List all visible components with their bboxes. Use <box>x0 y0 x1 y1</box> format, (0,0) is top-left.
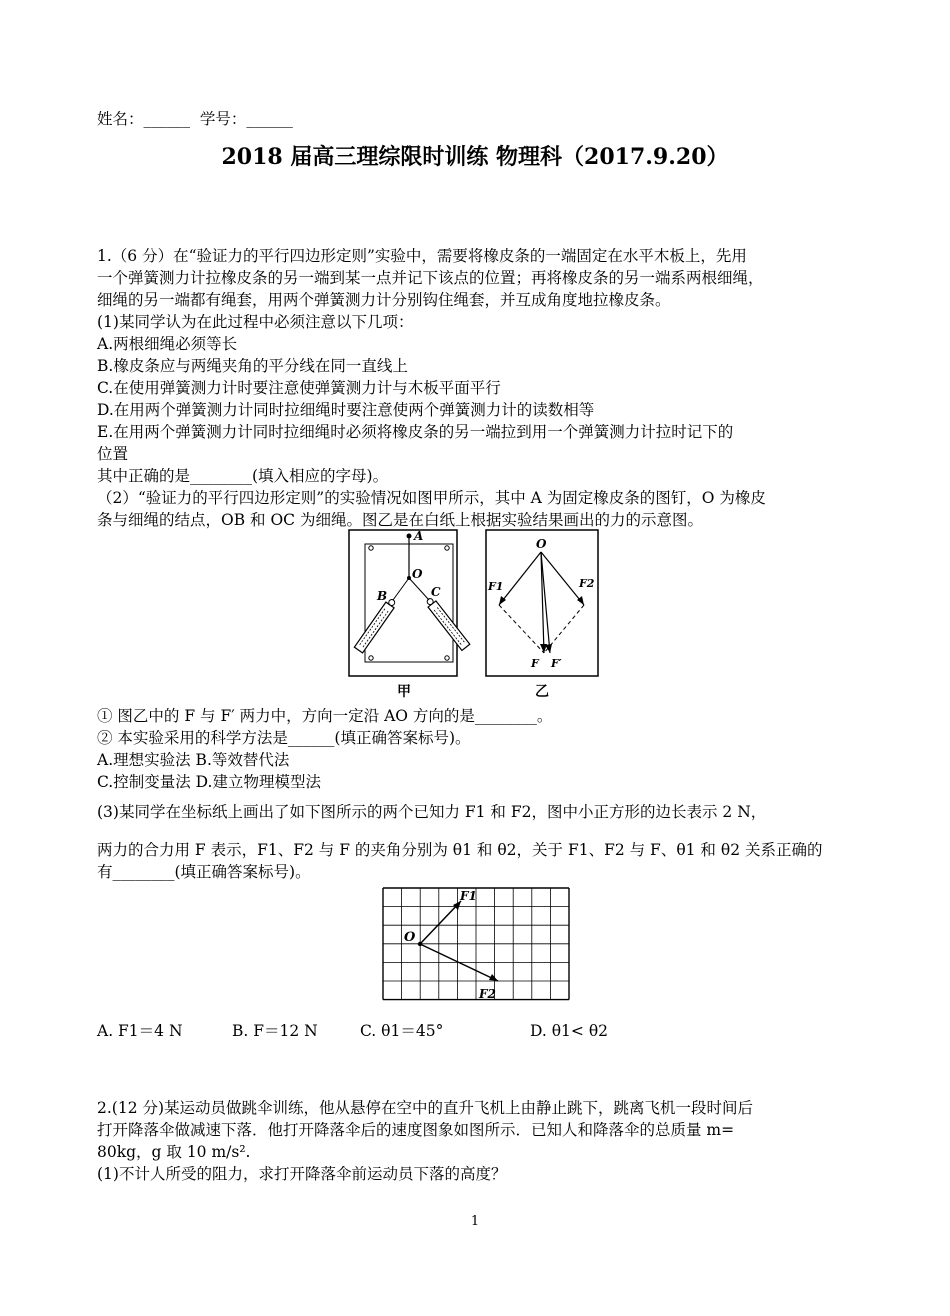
name-blank[interactable]: ______ <box>143 110 191 128</box>
pin-icon <box>369 546 373 550</box>
pin-icon <box>445 546 449 550</box>
force-diagram <box>499 552 584 653</box>
pin-icon <box>369 656 373 660</box>
dashed-side-1 <box>499 605 544 653</box>
label-o-yi: O <box>536 537 547 551</box>
id-blank[interactable]: ______ <box>246 110 293 128</box>
q2-line-4: (1)不计人所受的阻力，求打开降落伞前运动员下落的高度？ <box>97 1165 507 1183</box>
q1-part2-options-ab: A.理想实验法 B.等效替代法 <box>97 751 290 769</box>
figure-jia-yi <box>345 528 605 703</box>
label-f2: F2 <box>579 577 595 590</box>
q1-option-a: A.两根细绳必须等长 <box>97 335 238 353</box>
label-a: A <box>414 529 424 543</box>
grid-label-f2: F2 <box>479 987 496 1001</box>
q1-option-b: B.橡皮条应与两绳夹角的平分线在同一直线上 <box>97 357 408 375</box>
knot-o <box>407 576 411 580</box>
caption-yi: 乙 <box>535 684 549 700</box>
force-grid-figure <box>375 884 580 1006</box>
q1-answer-line: 其中正确的是________(填入相应的字母)。 <box>97 467 389 485</box>
page-number: 1 <box>470 1214 480 1229</box>
q1-part2-question-2: ② 本实验采用的科学方法是______(填正确答案标号)。 <box>97 729 471 747</box>
q1-line-1: 1.（6 分）在“验证力的平行四边形定则”实验中，需要将橡皮条的一端固定在水平木板上，先用 <box>97 247 747 265</box>
grid-label-f1: F1 <box>460 889 477 903</box>
label-c: C <box>431 585 441 599</box>
pin-icon <box>445 656 449 660</box>
q1-option-c: C.在使用弹簧测力计时要注意使弹簧测力计与木板平面平行 <box>97 379 501 397</box>
q1-part2-options-cd: C.控制变量法 D.建立物理模型法 <box>97 773 321 791</box>
string-ob <box>393 578 409 600</box>
label-f-prime: F′ <box>551 657 562 670</box>
q1-part1-intro: (1)某同学认为在此过程中必须注意以下几项： <box>97 313 414 331</box>
spring-scale-left <box>354 597 397 653</box>
q1-option-d: D.在用两个弹簧测力计同时拉细绳时要注意使两个弹簧测力计的读数相等 <box>97 401 595 419</box>
q2-line-2: 打开降落伞做减速下落．他打开降落伞后的速度图象如图所示．已知人和降落伞的总质量 m= <box>97 1121 735 1139</box>
label-b: B <box>377 589 388 603</box>
q1-option-e-2: 位置 <box>97 445 129 463</box>
page-title: 2018 届高三理综限时训练 物理科（2017.9.20） <box>221 144 729 170</box>
label-f1: F1 <box>488 580 504 593</box>
q1-part3-line-1: (3)某同学在坐标纸上画出了如下图所示的两个已知力 F1 和 F2，图中小正方形的边长表示 2 N， <box>97 803 767 821</box>
q1-part2-question-1: ① 图乙中的 F 与 F′ 两力中，方向一定沿 AO 方向的是________。 <box>97 707 553 725</box>
q1-line-2: 一个弹簧测力计拉橡皮条的另一端到某一点并记下该点的位置；再将橡皮条的另一端系两根细绳， <box>97 269 764 287</box>
grid-label-o: O <box>404 930 416 945</box>
q2-line-3: 80kg，g 取 10 m/s². <box>97 1143 251 1161</box>
arrowhead-f-prime <box>545 644 552 653</box>
name-label: 姓名： <box>97 110 144 128</box>
label-o-jia: O <box>412 567 423 581</box>
q1-part3-option-d: D. θ1< θ2 <box>530 1022 609 1040</box>
pin-a-icon <box>407 534 412 539</box>
q1-part2-line-1: （2）“验证力的平行四边形定则”的实验情况如图甲所示，其中 A 为固定橡皮条的图钉，O 为橡皮 <box>97 489 766 507</box>
origin-o <box>418 942 422 946</box>
string-oc <box>409 578 429 600</box>
q1-part3-option-b: B. F＝12 N <box>232 1022 318 1040</box>
arrowhead-grid-f2 <box>489 974 498 981</box>
q1-option-e-1: E.在用两个弹簧测力计同时拉细绳时必须将橡皮条的另一端拉到用一个弹簧测力计拉时记下的 <box>97 423 734 441</box>
label-f: F <box>531 657 539 670</box>
q2-line-1: 2.(12 分)某运动员做跳伞训练，他从悬停在空中的直升飞机上由静止跳下，跳离飞机一段时间后 <box>97 1099 754 1117</box>
student-header <box>97 107 293 129</box>
q1-line-3: 细绳的另一端都有绳套，用两个弹簧测力计分别钩住绳套，并互成角度地拉橡皮条。 <box>97 291 671 309</box>
q1-part3-line-2: 两力的合力用 F 表示，F1、F2 与 F 的夹角分别为 θ1 和 θ2，关于 F1、F2 与 F、θ1 和 θ2 关系正确的 <box>97 841 823 859</box>
q1-part2-line-2: 条与细绳的结点，OB 和 OC 为细绳。图乙是在白纸上根据实验结果画出的力的示意图。 <box>97 511 703 529</box>
q1-part3-option-a: A. F1＝4 N <box>97 1022 183 1040</box>
q1-part3-line-3: 有________(填正确答案标号)。 <box>97 863 311 881</box>
arrow-grid-f1 <box>420 901 461 944</box>
arrow-f1 <box>499 552 541 605</box>
id-label: 学号： <box>199 110 247 128</box>
spring-scale-right <box>424 596 469 650</box>
q1-part3-option-c: C. θ1＝45° <box>360 1022 444 1040</box>
arrow-f2 <box>541 552 584 605</box>
caption-jia: 甲 <box>397 684 411 700</box>
